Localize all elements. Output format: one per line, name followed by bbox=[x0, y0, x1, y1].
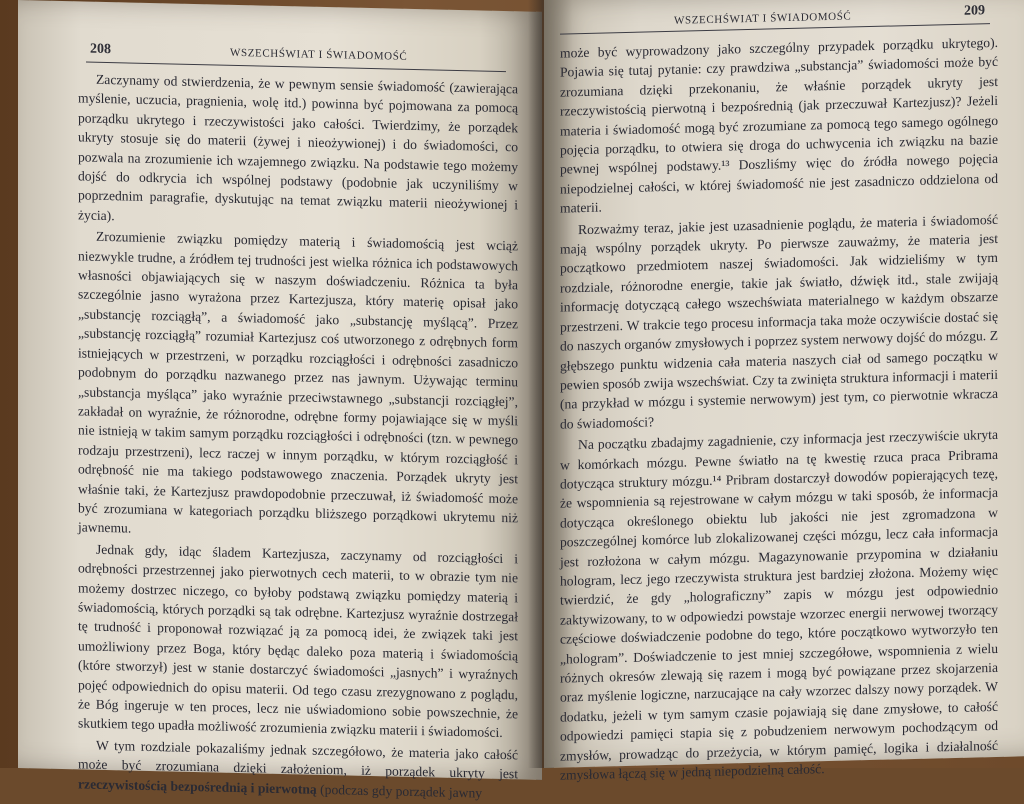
bold-phrase: rzeczywistością bezpośrednią i pierwotną bbox=[78, 775, 317, 797]
running-head-right: WSZECHŚWIAT I ŚWIADOMOŚĆ bbox=[674, 10, 852, 27]
running-head-left: WSZECHŚWIAT I ŚWIADOMOŚĆ bbox=[230, 46, 408, 63]
left-paragraph-3: Jednak gdy, idąc śladem Kartezjusza, zaczynamy od rozciągłości i odrębności przestrzennej jako pierwotnych cech materii, to w obrazie tym nie możemy dostrzec niczego, co byłoby podstawą związku pomiędzy materią i świadomością, których porządki są tak odrębne. Kartezjusz wyraźnie dostrzegał tę trudność i proponował rozwiązać ją za pomocą idei, że związek taki jest umożliwiony przez Boga, który będąc daleko poza materią i świadomością (które stworzył) jest w stanie dostarczyć świadomości „jasnych” i wyraźnych pojęć odpowiednich do opisu materii. Od tego czasu zrezygnowano z poglądu, że Bóg ingeruje w ten proces, lecz nie uświadomiono sobie powszechnie, że skutkiem tego upadła możliwość zrozumienia związku materii i świadomości. bbox=[78, 541, 518, 741]
left-paragraph-4-text: W tym rozdziale pokazaliśmy jednak szczegółowo, że materia jako całość może być zrozumiana dzięki założeniom, iż porządek ukryty jest bbox=[78, 737, 518, 782]
left-paragraph-2: Zrozumienie związku pomiędzy materią i świadomością jest wciąż niezwykle trudne, a źródłem tej trudności jest wielka różnica ich podstawowych własności objawiających się w naszym doświadczeniu. Różnica ta była szczególnie jasno wyrażona przez Kartezjusza, który materię opisał jako „substancję rozciągłą”, a świadomość jako „substancję myślącą”. Przez „substancję rozciągłą” rozumiał Kartezjusz coś utworzonego z odrębnych form istniejących w przestrzeni, w porządku rozciągłości i odrębności zasadniczo podobnym do porządku nazwanego przez nas jawnym. Używając terminu „substancja myśląca” jako wyraźnie przeciwstawnego „substancji rozciągłej”, zakładał on wyraźnie, że różnorodne, odrębne formy pojawiające się w myśli nie istnieją w takim samym porządku rozciągłości i odrębności (tzn. w pewnego rodzaju przestrzeni), lecz raczej w innym porządku, w którym rozciągłość i odrębność nie ma takiego podstawowego znaczenia. Porządek ukryty jest właśnie taki, że Kartezjusz prawdopodobnie przeczuwał, iż świadomość może być zrozumiana w kategoriach porządku bliższego porządkowi ukrytemu niż jawnemu. bbox=[78, 229, 518, 536]
right-paragraph-2: Rozważmy teraz, jakie jest uzasadnienie poglądu, że materia i świadomość mają wspólny porządek ukryty. Po pierwsze zauważmy, że materia jest początkowo przedmiotem naszej świadomości. Jak widzieliśmy w tym rozdziale, różnorodne energie, takie jak światło, dźwięk itd., stale zwijają informację dotyczącą całego wszechświata materialnego w każdym obszarze przestrzeni. W trakcie tego procesu informacja taka może oczywiście dostać się do naszych organów zmysłowych i poprzez system nerwowy dojść do mózgu. Z głębszego punktu widzenia cała materia naszych ciał od samego początku w pewien sposób zwija wszechświat. Czy ta zwinięta struktura informacji i materii (na przykład w mózgu i systemie nerwowym) jest tym, co pierwotnie wkracza do świadomości? bbox=[560, 211, 998, 432]
right-paragraph-3: Na początku zbadajmy zagadnienie, czy informacja jest rzeczywiście ukryta w komórkach mózgu. Pewne światło na tę kwestię rzuca praca Pribrama dotycząca struktury mózgu.¹⁴ Pribram dostarczył dowodów popierających tezę, że wspomnienia są rejestrowane w całym mózgu w taki sposób, że informacja dotycząca określonego obiektu lub jakości nie jest zgromadzona w poszczególnej komórce lub zlokalizowanej części mózgu, lecz cała informacja jest rozłożona w całym mózgu. Magazynowanie przypomina w działaniu hologram, lecz jego rzeczywista struktura jest bardziej złożona. Możemy więc twierdzić, że gdy „holograficzny” zapis w mózgu jest odpowiednio zaktywizowany, to w odpowiedzi powstaje wzorzec energii nerwowej tworzący częściowe doświadczenie podobne do tego, które początkowo wytworzyło ten „hologram”. Doświadczenie to jest mniej szczegółowe, wspomnienia z wielu różnych okresów zlewają się razem i mogą być powiązane przez skojarzenia oraz myślenie logiczne, narzucające na cały wzorzec dalszy nowy porządek. W dodatku, jeżeli w tym samym czasie pojawiają się dane zmysłowe, to całość odpowiedzi pamięci stapia się z pobudzeniem nerwowym pochodzącym od zmysłów, prowadząc do przeżycia, w którym pamięć, logika i działalność zmysłowa łączą się w jedną niepodzielną całość. bbox=[560, 427, 998, 783]
page-number-right: 209 bbox=[964, 3, 985, 19]
left-page-body bbox=[78, 69, 518, 803]
left-page bbox=[18, 0, 542, 801]
right-paragraph-1: może być wyprowadzony jako szczególny przypadek porządku ukrytego). Pojawia się tutaj pytanie: czy prawdziwa „substancja” świadomości może być zrozumiana dzięki przekonaniu, że właśnie porządek ukryty jest rzeczywistością pierwotną i bezpośrednią (jak przeczuwał Kartezjusz)? Jeżeli materia i świadomość mogą być zrozumiane za pomocą tego samego ogólnego pojęcia porządku, to otwiera się droga do uchwycenia ich związku na bazie pewnej wspólnej podstawy.¹³ Doszliśmy więc do źródła nowego pojęcia niepodzielnej całości, w której świadomość nie jest zasadniczo oddzielona od materii. bbox=[560, 34, 998, 216]
header-rule-right bbox=[560, 23, 990, 35]
left-paragraph-4 bbox=[78, 735, 518, 803]
right-page-body bbox=[560, 33, 998, 785]
page-number-left: 208 bbox=[90, 41, 111, 58]
left-paragraph-1: Zaczynamy od stwierdzenia, że w pewnym sensie świadomość (zawierająca myślenie, uczucia, pragnienia, wolę itd.) powinna być pojmowana za pomocą porządku ukrytego i rzeczywistości jako całości. Twierdzimy, że porządek ukryty stosuje się do materii (żywej i nieożywionej) i do świadomości, co pozwala na zrozumienie ich wzajemnego związku. Na podstawie tego możemy dojść do odkrycia ich wspólnej podstawy (podobnie jak uczyniliśmy w poprzednim paragrafie, dyskutując na temat związku materii nieożywionej i życia). bbox=[78, 71, 518, 224]
right-page bbox=[544, 0, 1024, 783]
left-paragraph-4-tail: (podczas gdy porządek jawny bbox=[320, 781, 483, 801]
